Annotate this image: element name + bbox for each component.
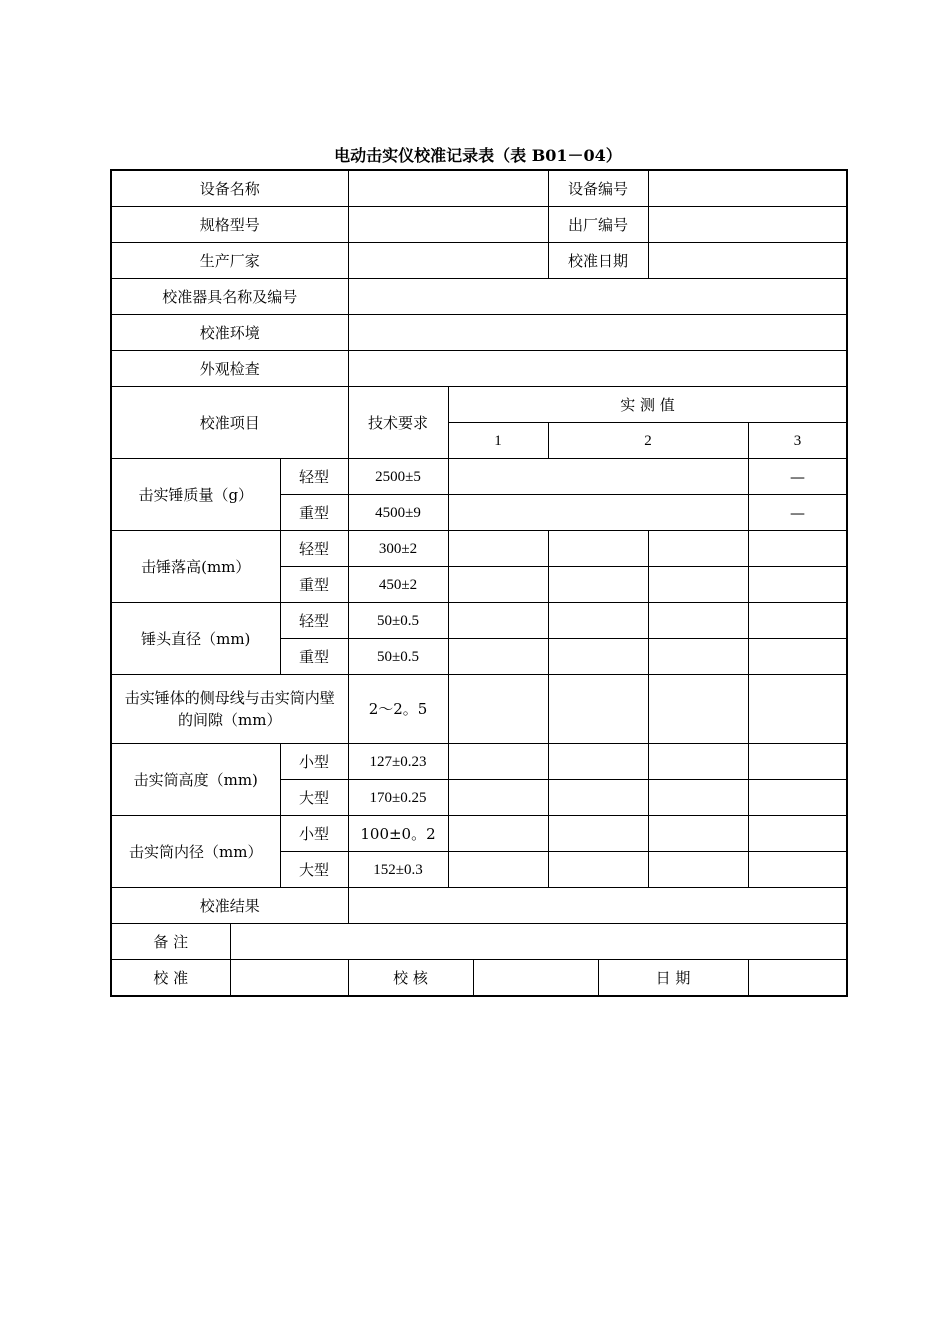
- date-field[interactable]: [748, 960, 847, 997]
- type-light-label: 轻型: [280, 459, 348, 495]
- measured-cell[interactable]: [448, 816, 548, 852]
- environment-label: 校准环境: [111, 315, 348, 351]
- type-heavy-label: 重型: [280, 495, 348, 531]
- table-row: [111, 207, 847, 243]
- measured-cell[interactable]: [648, 744, 748, 780]
- measured-cell[interactable]: [448, 531, 548, 567]
- average-cell[interactable]: [748, 816, 847, 852]
- table-row: [111, 816, 847, 852]
- average-cell[interactable]: [748, 675, 847, 744]
- table-row: [111, 744, 847, 780]
- measured-cell[interactable]: [548, 567, 648, 603]
- appearance-field[interactable]: [348, 351, 847, 387]
- measured-cell[interactable]: [648, 531, 748, 567]
- item-header: 校准项目: [111, 387, 348, 459]
- calib-date-label: 校准日期: [548, 243, 648, 279]
- measured-cell[interactable]: [648, 675, 748, 744]
- cylinder-diameter-label: 击实筒内径（mm）: [111, 816, 280, 888]
- table-row: [111, 279, 847, 315]
- hammer-mass-label: 击实锤质量（g）: [111, 459, 280, 531]
- requirement-value: 100±0。2: [348, 816, 448, 852]
- table-row: [111, 351, 847, 387]
- type-heavy-label: 重型: [280, 567, 348, 603]
- measured-cell[interactable]: [548, 675, 648, 744]
- table-row: [111, 315, 847, 351]
- measured-cell[interactable]: [448, 852, 548, 888]
- measured-cell[interactable]: [548, 639, 648, 675]
- table-row: [111, 170, 847, 207]
- factory-no-field[interactable]: [648, 207, 847, 243]
- environment-field[interactable]: [348, 315, 847, 351]
- date-label: 日 期: [598, 960, 748, 997]
- measured-cell[interactable]: [548, 744, 648, 780]
- drop-height-label: 击锤落高(mm）: [111, 531, 280, 603]
- type-light-label: 轻型: [280, 603, 348, 639]
- measured-cell[interactable]: [448, 567, 548, 603]
- manufacturer-label: 生产厂家: [111, 243, 348, 279]
- checker-label: 校 核: [348, 960, 473, 997]
- type-large-label: 大型: [280, 852, 348, 888]
- remark-label: 备 注: [111, 924, 230, 960]
- type-small-label: 小型: [280, 816, 348, 852]
- result-field[interactable]: [348, 888, 847, 924]
- average-cell: —: [748, 459, 847, 495]
- measured-cell[interactable]: [448, 675, 548, 744]
- requirement-value: 152±0.3: [348, 852, 448, 888]
- measured-cell[interactable]: [548, 852, 648, 888]
- measure-1-header: 1: [448, 423, 548, 459]
- instrument-field[interactable]: [348, 279, 847, 315]
- table-row: [111, 924, 847, 960]
- manufacturer-field[interactable]: [348, 243, 548, 279]
- device-no-field[interactable]: [648, 170, 847, 207]
- average-cell[interactable]: [748, 531, 847, 567]
- gap-label: 击实锤体的侧母线与击实筒内壁的间隙（mm）: [111, 675, 348, 744]
- instrument-label: 校准器具名称及编号: [111, 279, 348, 315]
- head-diameter-label: 锤头直径（mm): [111, 603, 280, 675]
- measured-cell[interactable]: [648, 639, 748, 675]
- device-no-label: 设备编号: [548, 170, 648, 207]
- measured-cell[interactable]: [448, 495, 748, 531]
- measured-cell[interactable]: [648, 852, 748, 888]
- table-row: [111, 675, 847, 744]
- measured-cell[interactable]: [448, 744, 548, 780]
- measured-cell[interactable]: [448, 603, 548, 639]
- requirement-value: 300±2: [348, 531, 448, 567]
- measured-cell[interactable]: [648, 780, 748, 816]
- result-label: 校准结果: [111, 888, 348, 924]
- measured-cell[interactable]: [548, 816, 648, 852]
- requirement-value: 2500±5: [348, 459, 448, 495]
- requirement-value: 50±0.5: [348, 603, 448, 639]
- calibrator-field[interactable]: [230, 960, 348, 997]
- cylinder-height-label: 击实筒高度（mm): [111, 744, 280, 816]
- type-heavy-label: 重型: [280, 639, 348, 675]
- requirement-header: 技术要求: [348, 387, 448, 459]
- remark-field[interactable]: [230, 924, 847, 960]
- device-name-field[interactable]: [348, 170, 548, 207]
- measured-cell[interactable]: [548, 603, 648, 639]
- average-cell[interactable]: [748, 639, 847, 675]
- requirement-value: 4500±9: [348, 495, 448, 531]
- requirement-value: 2～2。5: [348, 675, 448, 744]
- average-cell[interactable]: [748, 744, 847, 780]
- measured-cell[interactable]: [448, 639, 548, 675]
- calib-date-field[interactable]: [648, 243, 847, 279]
- model-field[interactable]: [348, 207, 548, 243]
- table-row: [111, 960, 847, 997]
- checker-field[interactable]: [473, 960, 598, 997]
- measured-cell[interactable]: [548, 531, 648, 567]
- measured-cell[interactable]: [648, 603, 748, 639]
- requirement-value: 127±0.23: [348, 744, 448, 780]
- average-cell[interactable]: [748, 780, 847, 816]
- model-label: 规格型号: [111, 207, 348, 243]
- measured-cell[interactable]: [648, 816, 748, 852]
- measure-3-header: 3: [748, 423, 847, 459]
- table-row: [111, 603, 847, 639]
- measured-cell[interactable]: [448, 780, 548, 816]
- table-row: [111, 531, 847, 567]
- measure-2-header: 2: [548, 423, 748, 459]
- appearance-label: 外观检查: [111, 351, 348, 387]
- factory-no-label: 出厂编号: [548, 207, 648, 243]
- form-title: 电动击实仪校准记录表（表 B01－04）: [334, 146, 622, 165]
- table-row: [111, 888, 847, 924]
- type-large-label: 大型: [280, 780, 348, 816]
- average-cell[interactable]: [748, 852, 847, 888]
- table-header-row: [111, 387, 847, 423]
- table-row: [111, 459, 847, 495]
- measured-cell[interactable]: [448, 459, 748, 495]
- average-cell: —: [748, 495, 847, 531]
- requirement-value: 170±0.25: [348, 780, 448, 816]
- device-name-label: 设备名称: [111, 170, 348, 207]
- requirement-value: 450±2: [348, 567, 448, 603]
- measured-cell[interactable]: [648, 567, 748, 603]
- table-row: [111, 243, 847, 279]
- average-cell[interactable]: [748, 567, 847, 603]
- calibrator-label: 校 准: [111, 960, 230, 997]
- requirement-value: 50±0.5: [348, 639, 448, 675]
- measured-cell[interactable]: [548, 780, 648, 816]
- type-light-label: 轻型: [280, 531, 348, 567]
- average-cell[interactable]: [748, 603, 847, 639]
- measured-header: 实 测 值: [448, 387, 847, 423]
- calibration-record-table: [110, 169, 848, 997]
- type-small-label: 小型: [280, 744, 348, 780]
